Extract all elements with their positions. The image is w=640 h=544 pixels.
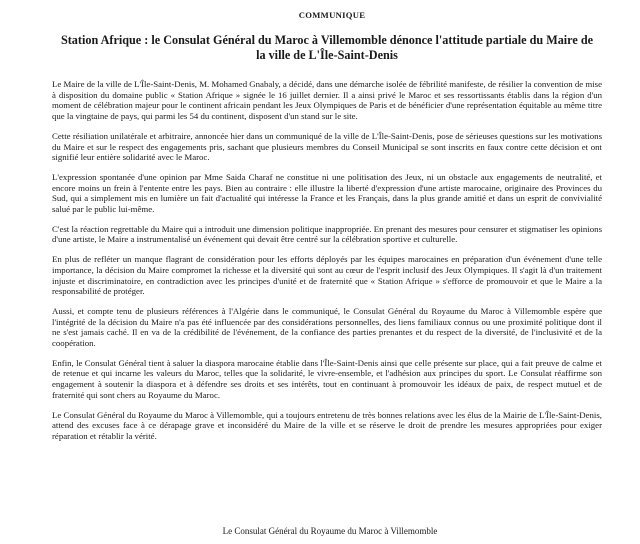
signature: Le Consulat Général du Royaume du Maroc à Villemomble <box>222 526 438 536</box>
paragraph-7: Enfin, le Consulat Général tient à saluer la diaspora marocaine établie dans l'Île-Saint-Denis ainsi que celle présente sur place, qui a fait preuve de calme et de retenue et qui incarne les valeurs du Maroc, telles que la solidarité, le vivre-ensemble, et l'adhésion aux principes du sport. Le Consulat réaffirme son engagement à soutenir la diaspora et à défendre ses droits et ses intérêts, tout en continuant à promouvoir les idéaux de paix, de respect mutuel et de fraternité qui sont chers au Royaume du Maroc. <box>52 357 602 400</box>
paragraph-3: L'expression spontanée d'une opinion par Mme Saida Charaf ne constitue ni une politisation des Jeux, ni un obstacle aux engagements de neutralité, et encore moins un frein à l'entente entre les pays. Bien au contraire : elle illustre la liberté d'expression d'une artiste marocaine, originaire des Provinces du Sud, qui a simplement mis en lumière un fait d'actualité qui intéresse la France et les Français, dans la plus grande amitié et dans un esprit de convivialité salué par le public lui-même. <box>52 171 602 215</box>
paragraph-1: Le Maire de la ville de L'Île-Saint-Denis, M. Mohamed Gnabaly, a décidé, dans une démarche isolée de fébrilité manifeste, de résilier la convention de mise à disposition du domaine public « Station Afrique » signée le 16 juillet dernier. Il a ainsi privé le Maroc et ses ressortissants établis dans la région d'un moment de célébration majeur pour le continent africain pendant les Jeux Olympiques de Paris et de bénéficier d'une représentation équitable au même titre que la vingtaine de pays, qui parmi les 54 du continent, disposent d'un stand sur le site. <box>52 79 602 122</box>
paragraph-8: Le Consulat Général du Royaume du Maroc à Villemomble, qui a toujours entretenu de très bonnes relations avec les élus de la Mairie de L'Île-Saint-Denis, attend des excuses face à ce dérapage grave et inconsidéré du Maire de la ville et se réserve le droit de prendre les mesures appropriées pour exiger réparation et rétablir la vérité. <box>52 409 602 441</box>
paragraph-6: Aussi, et compte tenu de plusieurs références à l'Algérie dans le communiqué, le Consulat Général du Royaume du Maroc à Villemomble espère que l'intégrité de la décision du Maire n'a pas été influencée par des considérations personnelles, des liens familiaux connus ou une proximité politique dont il ne s'est jamais caché. Il en va de la crédibilité de l'événement, de la confiance des parties prenantes et du respect de la diversité, de l'inclusivité et de la coopération. <box>52 305 602 349</box>
document-title: Station Afrique : le Consulat Général du Maroc à Villemomble dénonce l'attitude partiale du Maire de la ville de L'Île-Saint-Denis <box>60 33 594 62</box>
paragraph-5: En plus de refléter un manque flagrant de considération pour les efforts déployés par les équipes marocaines en préparation d'un événement d'une telle importance, la décision du Maire compromet la richesse et la diversité qui sont au cœur de l'esprit inclusif des Jeux Olympiques. Il s'agit là d'un traitement injuste et discriminatoire, en contradiction avec les principes d'unité et de fraternité que « Station Afrique » s'efforce de promouvoir et que le Maire a la responsabilité de protéger. <box>52 254 602 297</box>
paragraph-4: C'est la réaction regrettable du Maire qui a introduit une dimension politique inappropriée. En prenant des mesures pour censurer et stigmatiser les opinions d'une artiste, le Maire a instrumentalisé un événement qui devait être centré sur la célébration sportive et culturelle. <box>52 223 602 245</box>
document-header: COMMUNIQUE <box>298 10 366 20</box>
paragraph-2: Cette résiliation unilatérale et arbitraire, annoncée hier dans un communiqué de la ville de L'Île-Saint-Denis, pose de sérieuses questions sur les motivations du Maire et sur le respect des engagements pris, sachant que plusieurs membres du Conseil Municipal se sont inscrits en faux contre cette décision et ont signifié leur entière solidarité avec le Maroc. <box>52 130 602 163</box>
